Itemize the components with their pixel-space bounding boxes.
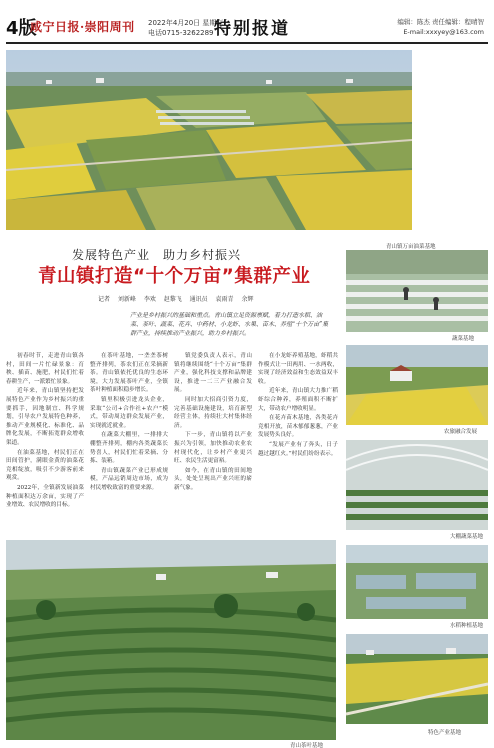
side-photo-caption: 农旅融合发展	[444, 429, 478, 435]
page-number: 4版	[6, 18, 37, 39]
side-photo-caption: 水稻种植基地	[450, 623, 484, 629]
article-paragraph: 在小龙虾养殖基地，虾稻共作模式让一田两用、一水两收，实现了经济效益和生态效益双丰收。	[258, 353, 338, 385]
bottom-photo-tea-garden	[6, 540, 336, 740]
article-paragraph: 同时加大招商引资力度，完善基础设施建设，培育新型经营主体，持续壮大村集体经济。	[174, 396, 252, 429]
article-paragraph: 青山镇蔬菜产业已形成规模，产品远销周边市场，成为村民增收致富的重要来源。	[90, 467, 168, 491]
edition-name: 咸宁日报·崇阳周刊	[30, 20, 135, 34]
contact-email: E-mail:xxxyey@163.com	[403, 28, 484, 36]
article-column-4	[258, 352, 338, 534]
side-photo-caption: 大棚蔬菜基地	[450, 534, 484, 540]
section-title: 特别报道	[214, 19, 290, 39]
article-column-2	[90, 352, 168, 534]
article-paragraph: 镇党委负责人表示，青山镇将继续围绕“十个万亩”集群产业，强化科技支撑和品牌建设，推进一二三产业融合发展。	[174, 353, 252, 394]
side-photo-caption: 特色产业基地	[428, 730, 462, 736]
article-byline: 记者 刘新峰 李欢 赵黎飞 通讯员 袁雨青 余辉	[98, 296, 254, 303]
article-paragraph: 近年来，青山镇坚持把发展特色产业作为乡村振兴的重要抓手，因地制宜、科学规划，引导农户发展特色种养，推动产业规模化、标准化、品牌化发展，不断拓宽群众增收渠道。	[6, 388, 84, 446]
article-paragraph: 在花卉苗木基地，各类花卉竞相开放，苗木郁郁葱葱，产业发展势头良好。	[258, 415, 338, 439]
side-photo-agritourism	[346, 345, 488, 425]
article-kicker: 发展特色产业 助力乡村振兴	[72, 248, 242, 262]
article-headline: 青山镇打造“十个万亩”集群产业	[38, 266, 311, 287]
side-photo-vegetable-field	[346, 250, 488, 332]
article-paragraph: “发展产业有了奔头，日子越过越红火。”村民们纷纷表示。	[258, 441, 338, 457]
side-photo-greenhouse	[346, 440, 488, 530]
article-paragraph: 如今，在青山镇的田间地头，处处呈现出产业兴旺的崭新气象。	[174, 467, 252, 491]
masthead	[0, 0, 494, 44]
article-paragraph: 在油菜基地，村民们正在田间管护，满眼金黄的油菜花竞相绽放，吸引不少游客前来观赏。	[6, 449, 84, 482]
article-paragraph: 在茶叶基地，一垄垄茶树整齐排列，茶农们正在采摘新茶。青山镇依托优良的生态环境，大力发展茶叶产业，全镇茶叶种植面积稳步增长。	[90, 353, 168, 394]
lead-photo-caption: 青山镇万亩油菜基地	[386, 244, 436, 250]
article-column-3	[174, 352, 252, 534]
article-paragraph: 近年来，青山镇大力推广稻虾综合种养，养殖面积不断扩大，带动农户增收明显。	[258, 388, 338, 412]
article-paragraph: 2022年，全镇新发展油菜种植面积达万余亩，实现了产业增效、农民增收的目标。	[6, 484, 84, 509]
article-paragraph: 镇里积极引进龙头企业，采取“公司+合作社+农户”模式，带动周边群众发展产业，实现就近就业。	[90, 396, 168, 429]
article-column-1	[6, 352, 84, 534]
issue-date: 2022年4月20日 星期三	[148, 19, 224, 27]
side-photo-rice-field	[346, 545, 488, 619]
article-summary: 产业是乡村振兴的基础和重点。青山镇立足资源禀赋，着力打造水稻、油菜、茶叶、蔬菜、花卉、中药材、小龙虾、水果、苗木、养殖“十个万亩”集群产业，持续推动产业振兴，助力乡村振兴。	[130, 312, 329, 337]
side-photo-caption: 蔬菜基地	[452, 336, 475, 342]
bottom-photo-caption: 青山茶叶基地	[290, 743, 324, 748]
staff-credits: 编辑：陈杰 责任编辑：程晴智	[397, 18, 484, 26]
article-paragraph: 初春时节，走进青山镇各村，田间一片忙碌景象：育秧、插苗、施肥，村民们忙着春耕生产，一派繁忙景象。	[6, 353, 84, 385]
article-paragraph: 下一步，青山镇将以产业振兴为引领，加快推动农业农村现代化，让乡村产业更兴旺、农民生活更富裕。	[174, 432, 252, 465]
article-paragraph: 在蔬菜大棚里，一排排大棚整齐排列，棚内各类蔬菜长势喜人，村民们忙着采摘、分拣、装箱。	[90, 432, 168, 465]
phone-number: 电话0715-3262289	[148, 29, 214, 37]
masthead-rule	[6, 42, 488, 44]
side-photo-industry-base	[346, 634, 488, 724]
lead-photo	[6, 50, 412, 230]
